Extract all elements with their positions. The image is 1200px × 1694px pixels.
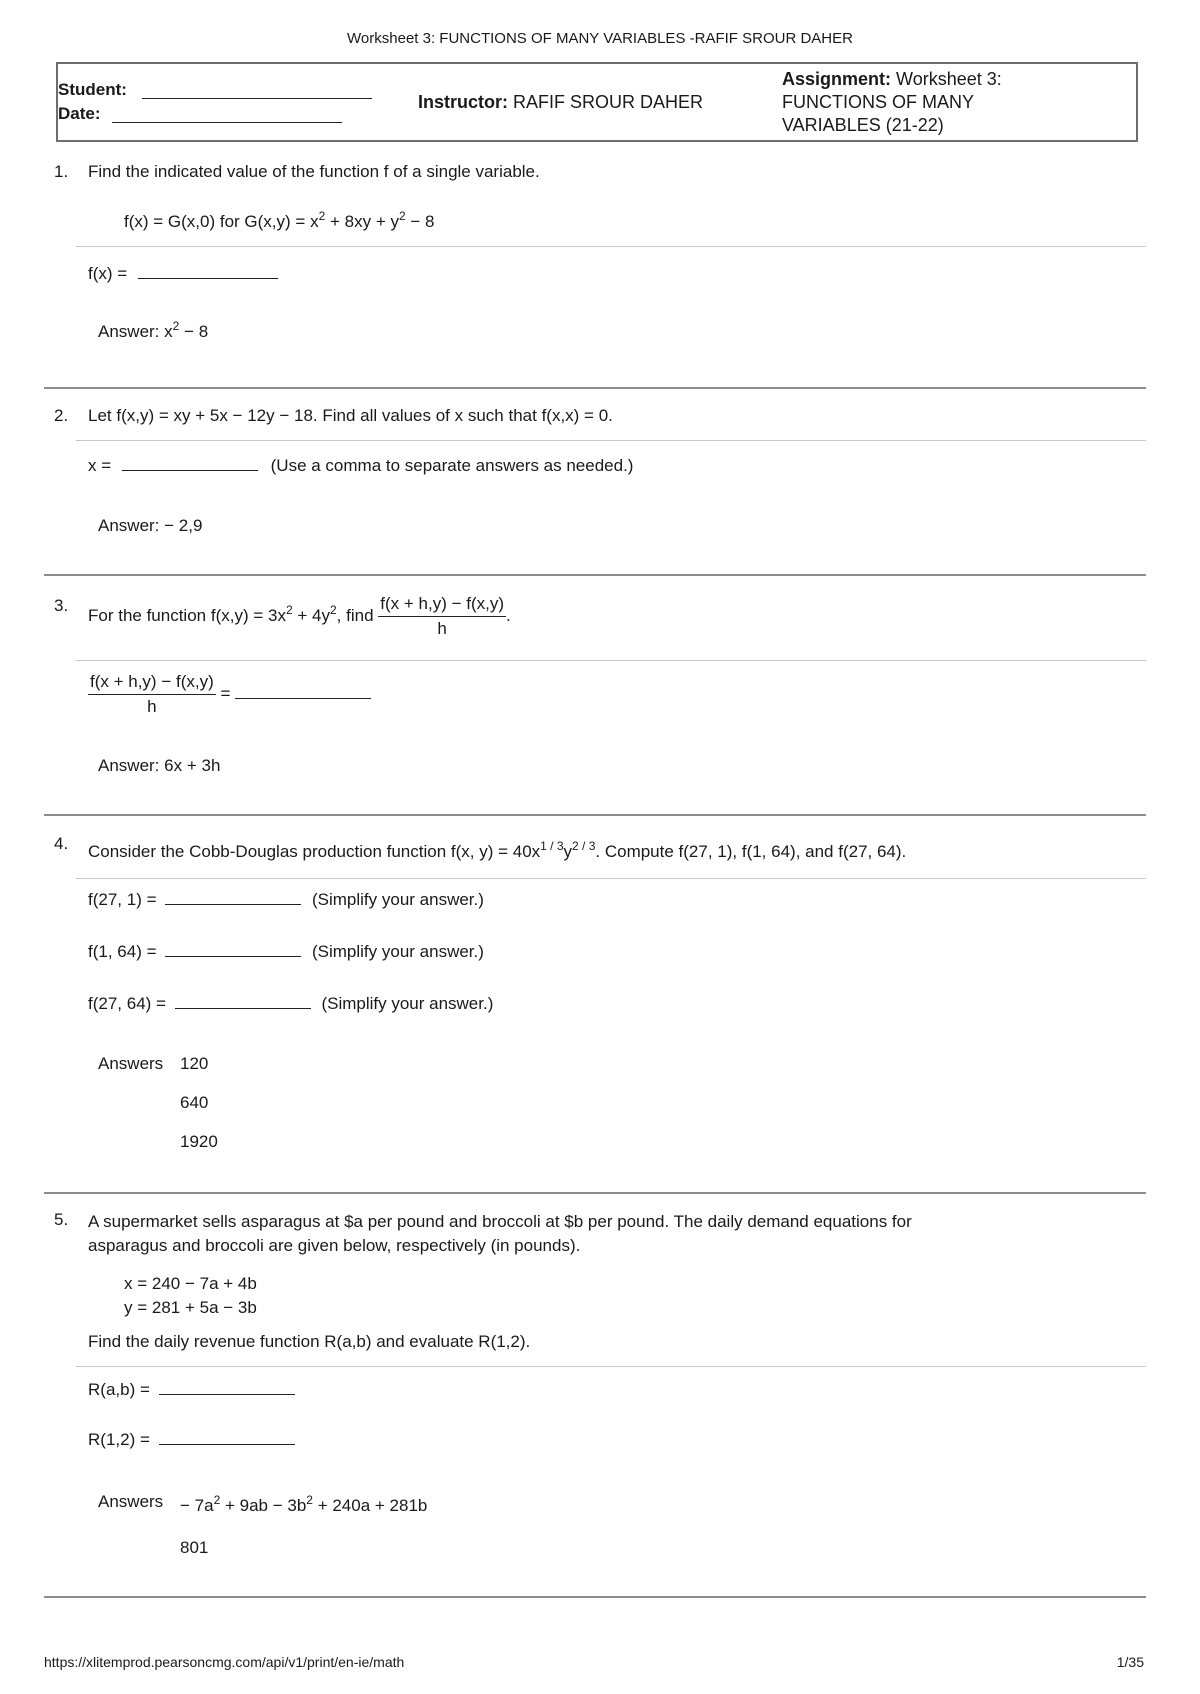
assignment-title-line2: FUNCTIONS OF MANY — [782, 92, 974, 112]
student-name-field[interactable] — [142, 98, 372, 99]
q4-answer-field-2[interactable] — [165, 942, 301, 957]
q2-answer-row — [88, 456, 633, 476]
q3-text: For the function $f(x,y) = 3x^2 + 4y^2$, find $\frac{f(x + h,y) - f(x,y)}{h}$ . — [88, 594, 511, 638]
q4-answer-3: 1920 — [180, 1132, 218, 1151]
q2-blank-label: x = — [88, 456, 112, 475]
date-label: Date: — [58, 104, 101, 123]
q5-answer-1: − $7a^2 + 9ab - 3b^2 + 240a + 281b$ — [180, 1493, 428, 1515]
q4-blank-row-1: f(27, 1) = (Simplify your answer.) — [88, 890, 484, 909]
assignment-title-line3: VARIABLES (21-22) — [782, 115, 944, 135]
q3-answer-field[interactable] — [235, 684, 371, 699]
divider — [76, 1366, 1146, 1367]
q3-difference-quotient: $\frac{f(x + h,y) - f(x,y)}{h}$ — [380, 594, 505, 638]
q5-blank-row-1: R(a,b) = — [88, 1380, 295, 1400]
q4-text: Consider the Cobb-Douglas production function f(x, $y) = 40x^{1 / 3}y^{2 / 3}$. Compute f(27, 1), f(1, 64), and f(27, 64). — [88, 839, 907, 861]
q2-number: 2. — [54, 406, 69, 425]
q4-answer-2: 640 — [180, 1093, 209, 1112]
q1-number: 1. — [54, 162, 69, 181]
q5-answer-field-1[interactable] — [159, 1380, 295, 1395]
q5-text: A supermarket sells asparagus at $a per pound and broccoli at $b per pound. The daily demand equations for asparagus and broccoli are given below, respectively (in pounds). — [88, 1212, 912, 1255]
q4-answers-label: Answers — [98, 1054, 164, 1073]
question-separator — [44, 574, 1146, 576]
q4-answer-field-1[interactable] — [165, 890, 301, 905]
q1-answer: Answer: $x^2 - 8$ — [98, 319, 209, 341]
q2-text: Let f(x,y) = xy + 5x − 12y − 18. Find all values of x such that f(x,x) = 0. — [88, 406, 613, 425]
divider — [76, 878, 1146, 879]
q5-number: 5. — [54, 1210, 69, 1229]
q3-number: 3. — [54, 596, 69, 615]
q4-blank-row-3: f(27, 64) = (Simplify your answer.) — [88, 994, 494, 1013]
date-field[interactable] — [112, 122, 342, 123]
q5-demand-equations: x = 240 − 7a + 4b y = 281 + 5a − 3b — [124, 1274, 257, 1317]
q4-answer-field-3[interactable] — [175, 994, 311, 1009]
q2-answer-field[interactable] — [122, 456, 258, 471]
q1-answer-row — [88, 264, 278, 284]
q1-blank-label: f(x) = — [88, 264, 128, 283]
page-number: 1/35 — [1116, 1654, 1144, 1670]
q1-equation: f(x) = G(x,0) for $G(x,y) = x^2 + 8xy + y^2 - 8$ — [124, 209, 435, 231]
page-header: Worksheet 3: FUNCTIONS OF MANY VARIABLES -RAFIF SROUR DAHER — [347, 30, 853, 47]
instructor-label: Instructor: — [418, 92, 508, 112]
q4-blank-row-2: f(1, 64) = (Simplify your answer.) — [88, 942, 484, 961]
student-label: Student: — [58, 80, 127, 99]
q4-number: 4. — [54, 834, 69, 853]
divider — [76, 440, 1146, 441]
q5-instruction: Find the daily revenue function R(a,b) and evaluate R(1,2). — [88, 1332, 531, 1351]
divider — [76, 660, 1146, 661]
question-separator — [44, 387, 1146, 389]
question-separator — [44, 814, 1146, 816]
question-separator — [44, 1596, 1146, 1598]
instructor-name: RAFIF SROUR DAHER — [513, 92, 704, 112]
q1-text: Find the indicated value of the function f of a single variable. — [88, 162, 540, 181]
question-separator — [44, 1192, 1146, 1194]
divider — [76, 246, 1146, 247]
q5-answer-field-2[interactable] — [159, 1430, 295, 1445]
q3-answer-row: $\frac{f(x + h,y) - f(x,y)}{h}$ = — [88, 672, 371, 717]
q1-answer-field[interactable] — [138, 264, 278, 279]
assignment-label: Assignment: — [782, 69, 892, 89]
q5-answer-2: 801 — [180, 1538, 209, 1557]
assignment-title-line1: Worksheet 3: — [896, 69, 1002, 89]
footer-url: https://xlitemprod.pearsoncmg.com/api/v1/print/en-ie/math — [44, 1654, 405, 1670]
q5-blank-row-2: R(1,2) = — [88, 1430, 295, 1450]
assignment — [782, 68, 1002, 137]
q4-answer-1: 120 — [180, 1054, 209, 1073]
instructor — [418, 92, 703, 113]
q2-answer: Answer: − 2,9 — [98, 516, 203, 535]
q2-hint: (Use a comma to separate answers as needed.) — [270, 456, 634, 475]
q5-answers-label: Answers — [98, 1492, 164, 1511]
q3-answer: Answer: 6x + 3h — [98, 756, 221, 775]
